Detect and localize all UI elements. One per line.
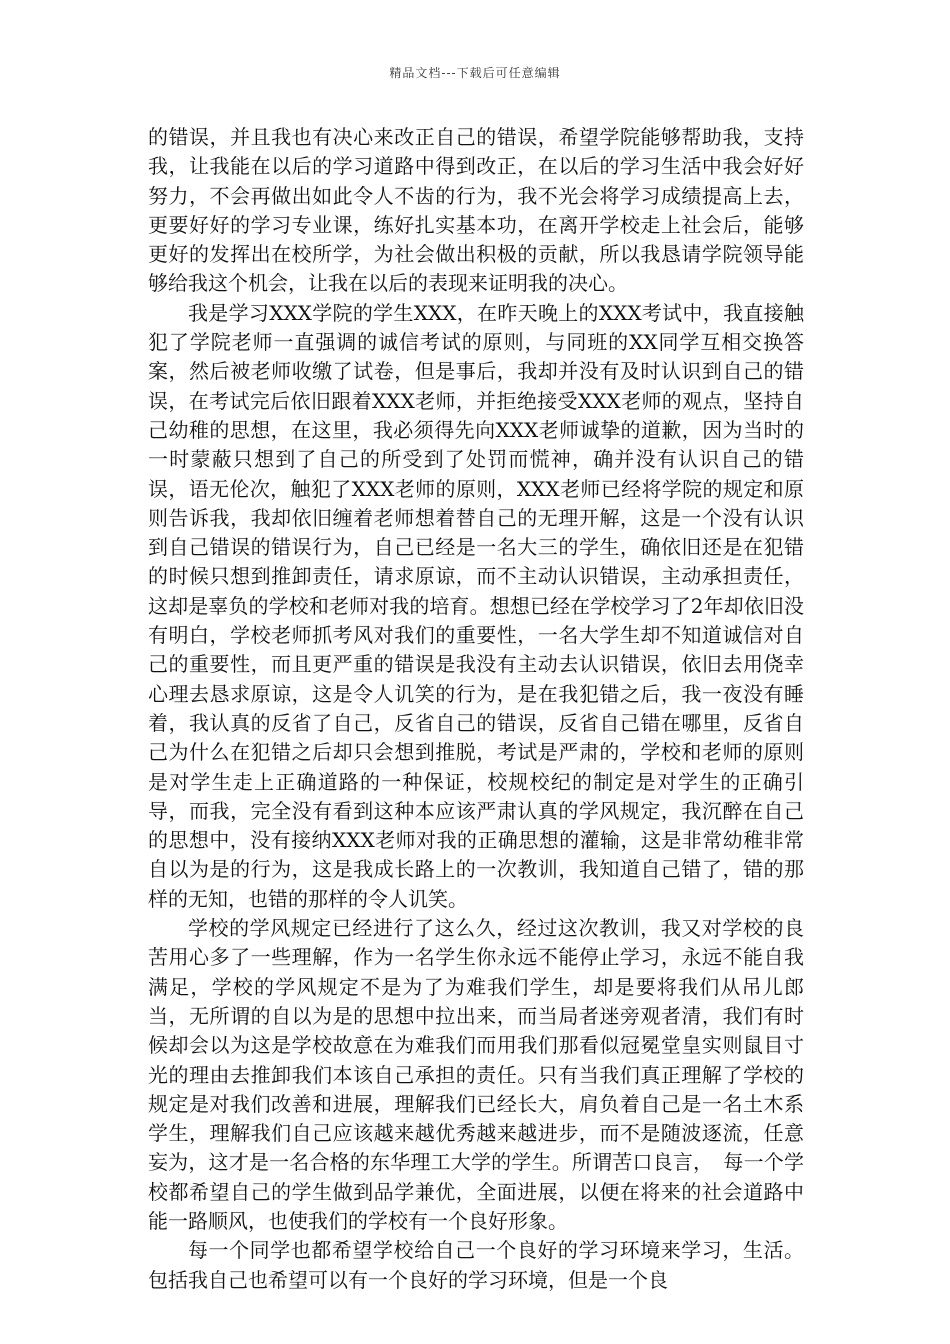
paragraph: 学校的学风规定已经进行了这么久，经过这次教训，我又对学校的良苦用心多了一些理解，作为一名学生你永远不能停止学习，永远不能自我满足，学校的学风规定不是为了为难我们学生，却是要将我们从吊儿郎当，无所谓的自以为是的思想中拉出来，而当局者迷旁观者清，我们有时候却会以为这是学校故意在为难我们而用我们那看似冠冕堂皇实则鼠目寸光的理由去推卸我们本该自己承担的责任。只有当我们真正理解了学校的规定是对我们改善和进展，理解我们已经长大，肩负着自己是一名土木系学生，理解我们自己应该越来越优秀越来越进步，而不是随波逐流，任意妄为，这才是一名合格的东华理工大学的学生。所谓苦口良言， 每一个学校都希望自己的学生做到品学兼优，全面进展，以便在将来的社会道路中能一路顺风，也使我们的学校有一个良好形象。	[148, 916, 804, 1233]
page-header: 精品文档---下载后可任意编辑	[389, 66, 561, 80]
paragraph: 每一个同学也都希望学校给自己一个良好的学习环境来学习，生活。包括我自己也希望可以有一个良好的学习环境，但是一个良	[148, 1238, 804, 1292]
paragraph: 我是学习XXX学院的学生XXX，在昨天晚上的XXX考试中，我直接触犯了学院老师一直强调的诚信考试的原则，与同班的XX同学互相交换答案，然后被老师收缴了试卷，但是事后，我却并没有及时认识到自己的错误，在考试完后依旧跟着XXX老师，并拒绝接受XXX老师的观点，坚持自己幼稚的思想，在这里，我必须得先向XXX老师诚挚的道歉，因为当时的一时蒙蔽只想到了自己的所受到了处罚而慌神，确并没有认识自己的错误，语无伦次，触犯了XXX老师的原则，XXX老师已经将学院的规定和原则告诉我，我却依旧缠着老师想着替自己的无理开解，这是一个没有认识到自己错误的错误行为，自己已经是一名大三的学生，确依旧还是在犯错的时候只想到推卸责任，请求原谅，而不主动认识错误，主动承担责任，这却是辜负的学校和老师对我的培育。想想已经在学校学习了2年却依旧没有明白，学校老师抓考风对我们的重要性，一名大学生却不知道诚信对自己的重要性，而且更严重的错误是我没有主动去认识错误，依旧去用侥幸心理去恳求原谅，这是令人讥笑的行为，是在我犯错之后，我一夜没有睡着，我认真的反省了自己，反省自己的错误，反省自己错在哪里，反省自己为什么在犯错之后却只会想到推脱，考试是严肃的，学校和老师的原则是对学生走上正确道路的一种保证，校规校纪的制定是对学生的正确引导，而我，完全没有看到这种本应该严肃认真的学风规定，我沉醉在自己的思想中，没有接纳XXX老师对我的正确思想的灌输，这是非常幼稚非常自以为是的行为，这是我成长路上的一次教训，我知道自己错了，错的那样的无知，也错的那样的令人讥笑。	[148, 300, 804, 911]
paragraph: 的错误，并且我也有决心来改正自己的错误，希望学院能够帮助我，支持我，让我能在以后的学习道路中得到改正，在以后的学习生活中我会好好努力，不会再做出如此令人不齿的行为，我不光会将学习成绩提高上去，更要好好的学习专业课，练好扎实基本功，在离开学校走上社会后，能够更好的发挥出在校所学，为社会做出积极的贡献，所以我恳请学院领导能够给我这个机会，让我在以后的表现来证明我的决心。	[148, 125, 804, 296]
document-body	[148, 123, 804, 1295]
